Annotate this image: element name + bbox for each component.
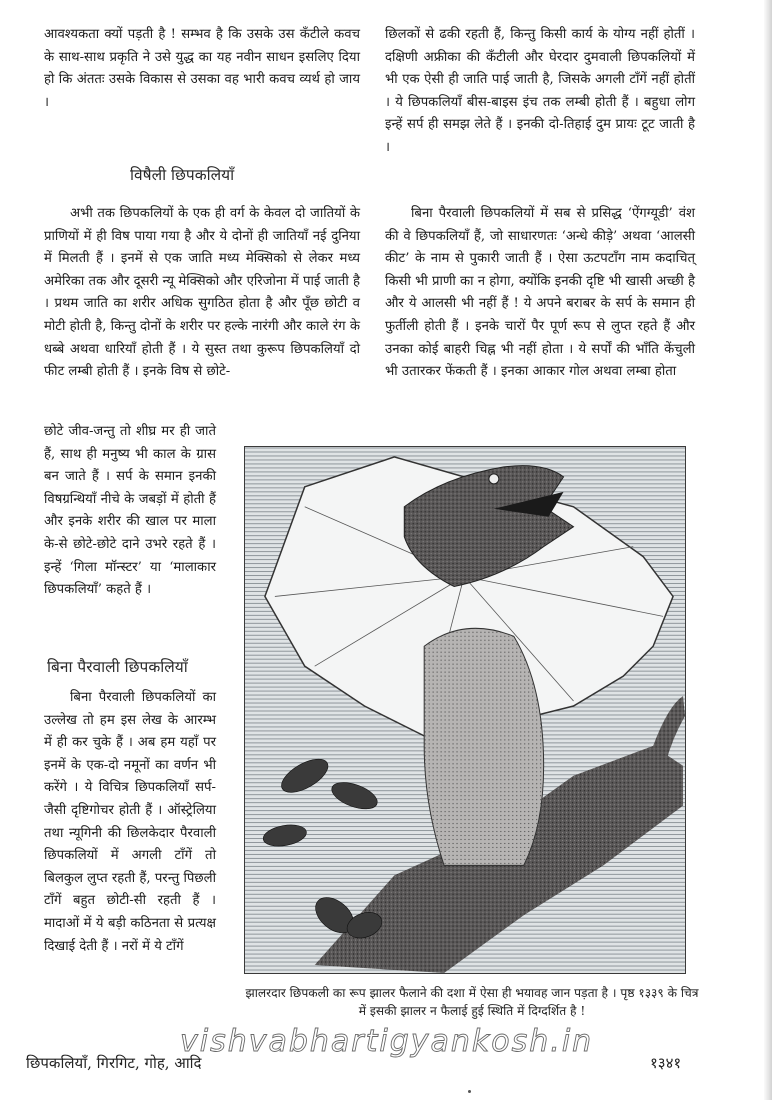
page-edge-shadow [764,0,772,1100]
running-title: छिपकलियाँ, गिरगिट, गोह, आदि [26,1054,202,1072]
left-column-legless [44,687,216,958]
figure-caption: झालरदार छिपकली का रूप झालर फैलाने की दशा में ऐसा ही भयावह जान पड़ता है । पृष्ठ १३३९ के चित्र में इसकी झालर न फैलाई हुई स्थिति में दिग्दर्शित है ! [245,986,699,1018]
left-column-venom-narrow [44,421,216,602]
right-column-top [385,24,695,160]
right-second-paragraph: बिना पैरवाली छिपकलियों में सब से प्रसिद्ध ‘ऐंगग्यूडी’ वंश की वे छिपकलियाँ हैं, जो साधारणतः ‘अन्धे कीड़े’ अथवा ‘आलसी कीट’ के नाम से पुकारी जाती हैं । ऐसा ऊटपटाँग नाम कदाचित् किसी भी प्राणी का न होगा, क्योंकि इनकी दृष्टि भी खासी अच्छी है और ये आलसी भी नहीं हैं ! ये अपने बराबर के सर्प के समान ही फुर्तीली होती हैं । इनके चारों पैर पूर्ण रूप से लुप्त रहते हैं और उनका कोई बाहरी चिह्न भी नहीं होता । ये सर्पों की भाँति केंचुली भी उतारकर फेंकती हैं । इनका आकार गोल अथवा लम्बा होता [385,206,695,380]
right-top-paragraph: छिलकों से ढकी रहती हैं, किन्तु किसी कार्य के योग्य नहीं होतीं । दक्षिणी अफ्रीका की कँटीली और घेरदार दुमवाली छिपकलियों में भी एक ऐसी ही जाति पाई जाती है, जिसके अगली टाँगें नहीं होतीं । ये छिपकलियाँ बीस-बाइस इंच तक लम्बी होती हैं । बहुधा लोग इन्हें सर्प ही समझ लेते हैं । इनकी दो-तिहाई दुम प्रायः टूट जाती है । [385,27,695,155]
right-column-middle [385,203,695,384]
left-column-intro [44,24,360,114]
intro-paragraph: आवश्यकता क्यों पड़ती है ! सम्भव है कि उसके उस कँटीले कवच के साथ-साथ प्रकृति ने उसे युद्ध का यह नवीन साधन इसलिए दिया हो कि अंततः उसके विकास से उसका वह भारी कवच व्यर्थ हो जाय । [44,27,360,110]
section-heading-venomous-lizards: विषैली छिपकलियाँ [130,166,235,184]
frilled-lizard-figure [244,446,686,974]
page-number: १३४१ [650,1054,682,1072]
frilled-lizard-illustration [245,447,685,973]
lizard-eye [489,474,499,484]
left-column-venom-wide [44,203,360,384]
print-speck [468,1090,471,1093]
section-heading-legless-lizards: बिना पैरवाली छिपकलियाँ [47,658,188,676]
lizard-body [424,628,543,865]
venom-paragraph-narrow: छोटे जीव-जन्तु तो शीघ्र मर ही जाते हैं, साथ ही मनुष्य भी काल के ग्रास बन जाते हैं । सर्प के समान इनकी विषग्रन्थियाँ नीचे के जबड़ों में होती हैं और इनके शरीर की खाल पर माला के-से छोटे-छोटे दाने उभरे रहते हैं । इन्हें ‘गिला मॉन्स्टर’ या ‘मालाकार छिपकलियाँ’ कहते हैं । [44,424,216,598]
watermark: vishvabhartigyankosh.in [180,1024,594,1059]
venom-paragraph-wide: अभी तक छिपकलियों के एक ही वर्ग के केवल दो जातियों के प्राणियों में ही विष पाया गया है और ये दोनों ही जातियाँ नई दुनिया में मिलती हैं । इनमें से एक जाति मध्य मेक्सिको से लेकर मध्य अमेरिका तक और दूसरी न्यू मेक्सिको और एरिजोना में पाई जाती है । प्रथम जाति का शरीर अधिक सुगठित होता है और पूँछ छोटी व मोटी होती है, किन्तु दोनों के शरीर पर हल्के नारंगी और काले रंग के धब्बे अथवा धारियाँ होती हैं । ये सुस्त तथा कुरूप छिपकलियाँ दो फीट लम्बी होती हैं । इनके विष से छोटे- [44,206,360,380]
legless-paragraph: बिना पैरवाली छिपकलियों का उल्लेख तो हम इस लेख के आरम्भ में ही कर चुके हैं । अब हम यहाँ पर इनमें के एक-दो नमूनों का वर्णन भी करेंगे । ये विचित्र छिपकलियाँ सर्प-जैसी दृष्टिगोचर होती हैं । ऑस्ट्रेलिया तथा न्यूगिनी की छिलकेदार पैरवाली छिपकलियों में अगली टाँगें तो बिलकुल लुप्त रहती हैं, परन्तु पिछली टाँगें बहुत छोटी-सी रहती हैं । मादाओं में ये बड़ी कठिनता से प्रत्यक्ष दिखाई देती हैं । नरों में ये टाँगें [44,690,216,954]
